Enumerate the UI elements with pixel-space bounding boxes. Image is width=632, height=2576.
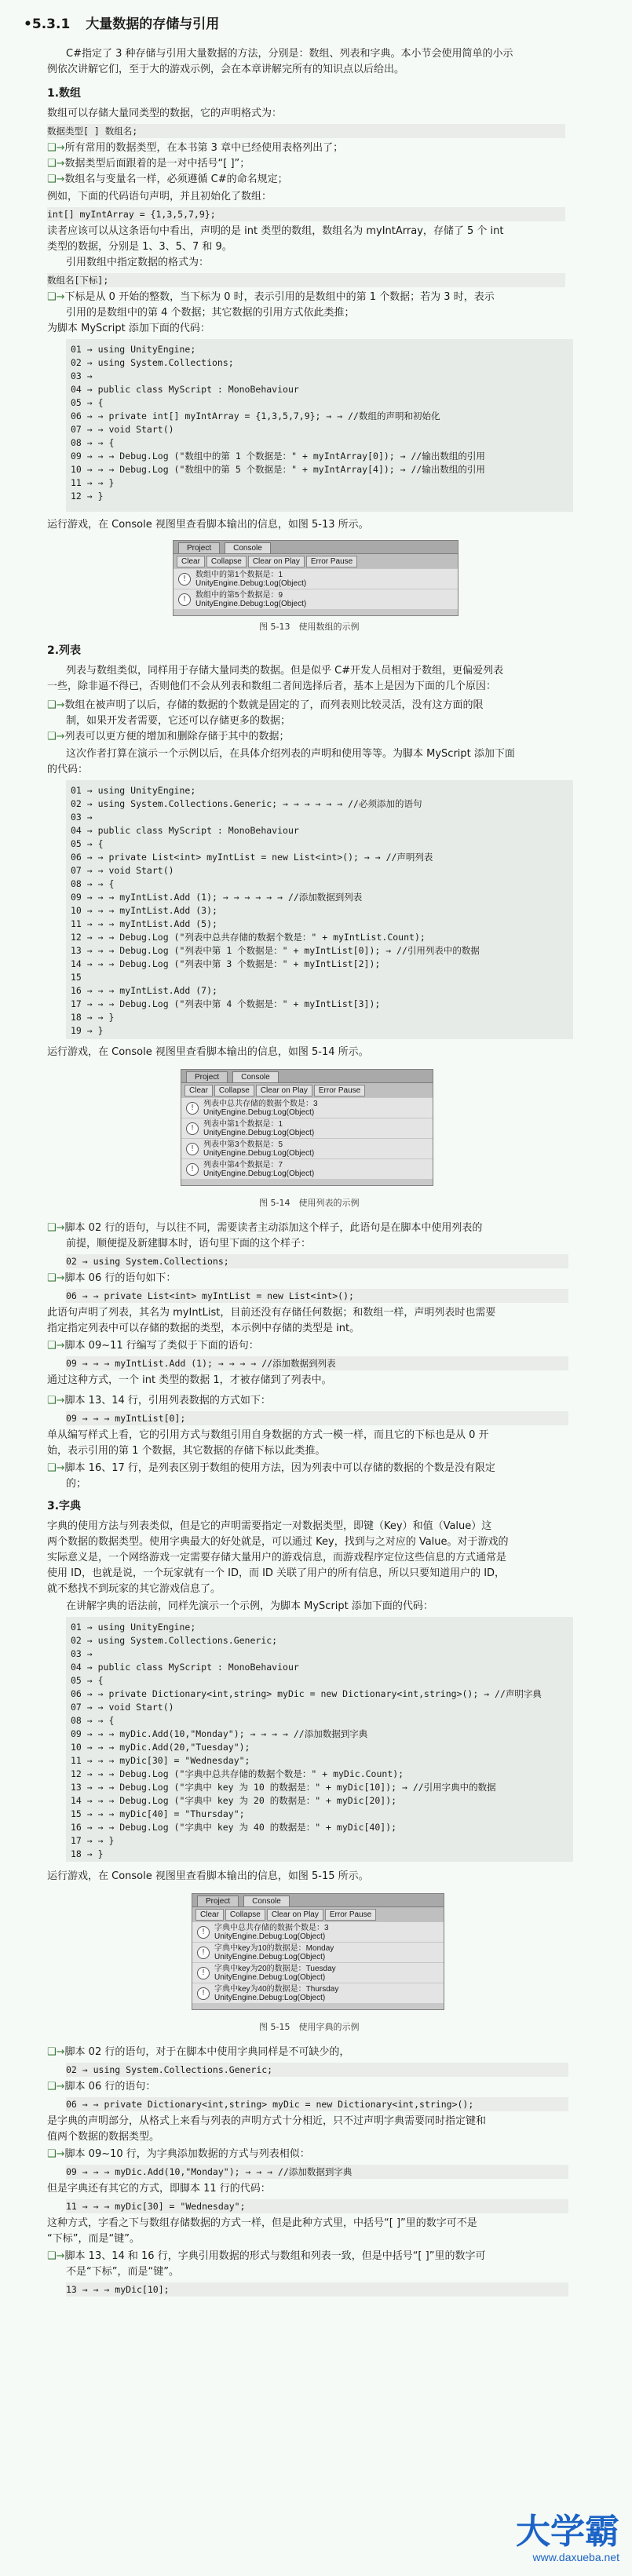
paragraph: 不是“下标”，而是“键”。 (66, 2266, 179, 2278)
code-line: 01 → using UnityEngine; (71, 344, 196, 355)
paragraph: 两个数据的数据类型。使用字典最大的好处就是，可以通过 Key，找到与之对应的 Value。对于游戏的 (47, 1536, 509, 1548)
clear-button[interactable]: Clear (195, 1909, 224, 1921)
error-pause-button[interactable]: Error Pause (306, 556, 357, 567)
bullet-item: ❑→脚本 13、14 和 16 行，字典引用数据的形式与数组和列表一致，但是中括号“[ ]”里的数字可 (47, 2250, 486, 2262)
console-toolbar (181, 1083, 433, 1097)
paragraph: 实际意义是，一个网络游戏一定需要存储大量用户的游戏信息，而游戏程序定位这些信息的方式通常是 (47, 1552, 507, 1563)
code-line: 02 → using System.Collections.Generic; (71, 1635, 278, 1646)
code-line: 04 → public class MyScript : MonoBehaviour (71, 384, 299, 395)
error-pause-button[interactable]: Error Pause (325, 1909, 376, 1921)
syntax-line: 数组名[下标]; (47, 273, 565, 287)
code-line: 09 → → → Debug.Log ("数组中的第 1 个数据是：" + myIntArray[0]); → //输出数组的引用 (71, 451, 485, 462)
paragraph: 但是字典还有其它的方式，即脚本 11 行的代码： (47, 2183, 271, 2195)
code-block-list (66, 780, 573, 1039)
paragraph: 是字典的声明部分，从格式上来看与列表的声明方式十分相近，只不过声明字典需要同时指定键和 (47, 2115, 487, 2127)
subheading-dictionary: 3.字典 (47, 1500, 82, 1512)
code-line: 08 → → { (71, 437, 115, 448)
figure-caption: 图 5-14 使用列表的示例 (259, 1198, 360, 1208)
tab-console[interactable]: Console (225, 542, 271, 553)
log-message: 列表中第4个数据是：7 (203, 1160, 283, 1169)
console-log-entry[interactable] (192, 1983, 444, 2003)
paragraph: 通过这种方式，一个 int 类型的数据 1，才被存储到了列表中。 (47, 1374, 332, 1386)
code-line: 18 → → } (71, 1012, 115, 1023)
bullet-item: ❑→脚本 06 行的语句如下： (47, 1272, 177, 1284)
code-line: 04 → public class MyScript : MonoBehaviour (71, 825, 299, 836)
console-log-entry[interactable] (174, 589, 458, 609)
code-line: 13 → → → Debug.Log ("列表中第 1 个数据是：" + myIntList[0]); → //引用列表中的数据 (71, 945, 480, 956)
code-line: 06 → → private int[] myIntArray = {1,3,5,7,9}; → → //数组的声明和初始化 (71, 410, 440, 421)
paragraph: 始，表示引用的第 1 个数据，其它数据的存储下标以此类推。 (47, 1445, 326, 1457)
tab-project[interactable]: Project (197, 1896, 239, 1906)
paragraph: 读者应该可以从这条语句中看出，声明的是 int 类型的数组，数组名为 myIntArray，存储了 5 个 int (47, 225, 504, 237)
unity-console-screenshot (181, 1069, 433, 1186)
clear-on-play-button[interactable]: Clear on Play (267, 1909, 323, 1921)
info-icon: ! (197, 1987, 210, 2000)
code-line: 06 → → private List<int> myIntList = new List<int>(); → → //声明列表 (71, 852, 433, 863)
collapse-button[interactable]: Collapse (206, 556, 247, 567)
paragraph: “下标”，而是“键”。 (47, 2233, 140, 2245)
code-line: 13 → → → Debug.Log ("字典中 key 为 10 的数据是：" + myDic[10]); → //引用字典中的数据 (71, 1782, 496, 1793)
bullet-item: ❑→脚本 16、17 行，是列表区别于数组的使用方法，因为列表中可以存储的数据的个数是没有限定 (47, 1462, 495, 1474)
console-log-entry[interactable] (181, 1118, 433, 1138)
bullet-item: ❑→数据类型后面跟着的是一对中括号“[ ]”； (47, 158, 250, 170)
code-line: int[] myIntArray = {1,3,5,7,9}; (47, 207, 565, 221)
paragraph: 字典的使用方法与列表类似，但是它的声明需要指定一对数据类型，即键（Key）和值（Value）这 (47, 1520, 492, 1532)
code-line: 06 → → private List<int> myIntList = new List<int>(); (66, 1289, 568, 1303)
info-icon: ! (186, 1102, 199, 1115)
code-line: 11 → → → myIntList.Add (5); (71, 918, 217, 929)
paragraph: 使用 ID，也就是说，一个玩家就有一个 ID，而 ID 关联了用户的所有信息，所以只要知道用户的 ID， (47, 1567, 506, 1579)
code-line: 10 → → → myDic.Add(20,"Tuesday"); (71, 1742, 250, 1753)
paragraph: 这次作者打算在演示一个示例以后，在具体介绍列表的声明和使用等等。为脚本 MyScript 添加下面 (66, 748, 515, 760)
section-title: 大量数据的存储与引用 (86, 16, 220, 32)
code-line: 09 → → → myDic.Add(10,"Monday"); → → → //添加数据到字典 (66, 2165, 568, 2179)
code-line: 14 → → → Debug.Log ("列表中第 3 个数据是：" + myIntList[2]); (71, 958, 381, 969)
code-line: 08 → → { (71, 878, 115, 889)
code-line: 12 → → → Debug.Log ("列表中总共存储的数据个数是：" + myIntList.Count); (71, 932, 426, 943)
paragraph: 例依次讲解它们，至于大的游戏示例，会在本章讲解完所有的知识点以后给出。 (47, 64, 405, 75)
paragraph: 的； (66, 1478, 87, 1490)
console-toolbar (174, 554, 458, 568)
info-icon: ! (186, 1143, 199, 1155)
info-icon: ! (197, 1967, 210, 1979)
tab-console[interactable]: Console (243, 1896, 290, 1906)
log-stacktrace: UnityEngine.Debug:Log(Object) (203, 1169, 315, 1178)
bullet-item: ❑→脚本 02 行的语句，对于在脚本中使用字典同样是不可缺少的， (47, 2046, 350, 2058)
clear-on-play-button[interactable]: Clear on Play (256, 1085, 312, 1096)
paragraph: 单从编写样式上看，它的引用方式与数组引用自身数据的方式一模一样，而且它的下标也是从 0 开 (47, 1429, 489, 1441)
code-line: 17 → → → Debug.Log ("列表中第 4 个数据是：" + myIntList[3]); (71, 998, 381, 1009)
code-line: 07 → → void Start() (71, 865, 174, 876)
console-log-entry[interactable] (192, 1921, 444, 1942)
tab-project[interactable]: Project (178, 542, 220, 553)
figure-caption: 图 5-13 使用数组的示例 (259, 622, 360, 632)
log-stacktrace: UnityEngine.Debug:Log(Object) (203, 1107, 315, 1117)
code-line: 09 → → → myIntList.Add (1); → → → → → → //添加数据到列表 (71, 892, 363, 903)
code-line: 16 → → → myIntList.Add (7); (71, 985, 217, 996)
code-line: 05 → { (71, 397, 104, 408)
figure-caption: 图 5-15 使用字典的示例 (259, 2022, 360, 2032)
paragraph: 此语句声明了列表，其名为 myIntList，目前还没有存储任何数据；和数组一样，声明列表时也需要 (47, 1307, 496, 1319)
paragraph: C#指定了 3 种存储与引用大量数据的方法，分别是：数组、列表和字典。本小节会使用简单的小示 (66, 48, 513, 60)
paragraph: 运行游戏，在 Console 视图里查看脚本输出的信息，如图 5-14 所示。 (47, 1046, 369, 1058)
code-line: 06 → → private Dictionary<int,string> myDic = new Dictionary<int,string>(); → //声明字典 (71, 1688, 542, 1699)
clear-button[interactable]: Clear (184, 1085, 213, 1096)
code-line: 09 → → → myDic.Add(10,"Monday"); → → → → //添加数据到字典 (71, 1728, 368, 1739)
paragraph: 这种方式，字看之下与数组存储数据的方式一样，但是此种方式里，中括号“[ ]”里的数字可不是 (47, 2217, 477, 2229)
code-line: 05 → { (71, 1675, 104, 1686)
paragraph: 例如，下面的代码语句声明，并且初始化了数组： (47, 191, 272, 203)
log-message: 字典中key为10的数据是：Monday (214, 1943, 334, 1953)
subheading-array: 1.数组 (47, 87, 82, 100)
code-line: 18 → } (71, 1848, 104, 1859)
watermark-logo (516, 2513, 619, 2563)
code-line: 09 → → → myIntList.Add (1); → → → → //添加数据到列表 (66, 1356, 568, 1370)
code-line: 05 → { (71, 838, 104, 849)
code-line: 04 → public class MyScript : MonoBehaviour (71, 1662, 299, 1673)
code-line: 13 → → → myDic[10]; (66, 2282, 568, 2297)
paragraph: 一些，除非逼不得已，否则他们不会从列表和数组二者间选择后者，基本上是因为下面的几个原因： (47, 680, 497, 692)
paragraph: 指定指定列表中可以存储的数据的类型，本示例中存储的类型是 int。 (47, 1323, 360, 1334)
code-line: 12 → } (71, 491, 104, 502)
log-stacktrace: UnityEngine.Debug:Log(Object) (195, 599, 307, 608)
bullet-item: ❑→脚本 13、14 行，引用列表数据的方式如下： (47, 1395, 271, 1407)
info-icon: ! (178, 593, 191, 606)
info-icon: ! (186, 1122, 199, 1135)
bullet-item: ❑→脚本 09~11 行编写了类似于下面的语句： (47, 1340, 259, 1352)
code-line: 16 → → → Debug.Log ("字典中 key 为 40 的数据是：" + myDic[40]); (71, 1822, 397, 1833)
unity-tab-bar (192, 1894, 444, 1907)
paragraph: 的代码： (47, 764, 89, 775)
log-stacktrace: UnityEngine.Debug:Log(Object) (214, 1932, 326, 1941)
unity-tab-bar (174, 541, 458, 554)
collapse-button[interactable]: Collapse (225, 1909, 265, 1921)
code-line: 01 → using UnityEngine; (71, 1622, 196, 1633)
collapse-button[interactable]: Collapse (214, 1085, 254, 1096)
unity-console-screenshot (192, 1893, 444, 2010)
info-icon: ! (178, 573, 191, 586)
code-line: 02 → using System.Collections; (66, 1254, 568, 1268)
watermark-url: www.daxueba.net (532, 2551, 619, 2563)
info-icon: ! (186, 1163, 199, 1176)
info-icon: ! (197, 1926, 210, 1939)
code-line: 06 → → private Dictionary<int,string> myDic = new Dictionary<int,string>(); (66, 2097, 568, 2111)
code-line: 15 (71, 972, 82, 983)
log-stacktrace: UnityEngine.Debug:Log(Object) (214, 1993, 326, 2002)
paragraph: 数组可以存储大量同类型的数据，它的声明格式为： (47, 108, 283, 119)
clear-button[interactable]: Clear (177, 556, 205, 567)
clear-on-play-button[interactable]: Clear on Play (248, 556, 305, 567)
log-message: 字典中key为20的数据是：Tuesday (214, 1964, 336, 1973)
log-stacktrace: UnityEngine.Debug:Log(Object) (214, 1972, 326, 1982)
log-message: 列表中第3个数据是：5 (203, 1140, 283, 1149)
paragraph: 引用的是数组中的第 4 个数据；其它数据的引用方式依此类推； (66, 307, 355, 319)
paragraph: 运行游戏，在 Console 视图里查看脚本输出的信息，如图 5-13 所示。 (47, 519, 369, 531)
code-line: 09 → → → myIntList[0]; (66, 1411, 568, 1425)
code-line: 03 → (71, 812, 93, 823)
bullet-item: ❑→脚本 02 行的语句，与以往不同，需要读者主动添加这个样子，此语句是在脚本中使用列表的 (47, 1222, 483, 1234)
bullet-item: ❑→数组名与变量名一样，必须遵循 C#的命名规定； (47, 173, 288, 185)
code-line: 03 → (71, 370, 93, 381)
paragraph: 在讲解字典的语法前，同样先演示一个示例，为脚本 MyScript 添加下面的代码： (66, 1600, 433, 1612)
log-message: 列表中总共存储的数据个数是：3 (203, 1099, 318, 1108)
log-stacktrace: UnityEngine.Debug:Log(Object) (203, 1148, 315, 1158)
console-log-entry[interactable] (192, 1962, 444, 1983)
paragraph: 运行游戏，在 Console 视图里查看脚本输出的信息，如图 5-15 所示。 (47, 1870, 369, 1882)
console-log-entry[interactable] (181, 1097, 433, 1118)
paragraph: 类型的数据，分别是 1、3、5、7 和 9。 (47, 241, 232, 253)
paragraph: 引用数组中指定数据的格式为： (66, 257, 210, 268)
tab-project[interactable]: Project (186, 1071, 228, 1082)
error-pause-button[interactable]: Error Pause (314, 1085, 365, 1096)
paragraph: 制，如果开发者需要，它还可以存储更多的数据； (66, 715, 291, 727)
syntax-line: 数据类型[ ] 数组名; (47, 124, 565, 138)
code-line: 12 → → → Debug.Log ("字典中总共存储的数据个数是：" + myDic.Count); (71, 1768, 404, 1779)
info-icon: ! (197, 1947, 210, 1959)
console-toolbar (192, 1907, 444, 1921)
code-line: 15 → → → myDic[40] = "Thursday"; (71, 1808, 245, 1819)
code-line: 01 → using UnityEngine; (71, 785, 196, 796)
log-message: 列表中第1个数据是：1 (203, 1119, 283, 1129)
log-message: 数组中的第5个数据是：9 (195, 590, 283, 600)
unity-tab-bar (181, 1070, 433, 1083)
tab-console[interactable]: Console (232, 1071, 279, 1082)
code-line: 17 → → } (71, 1835, 115, 1846)
code-block-array (66, 339, 573, 512)
log-message: 数组中的第1个数据是：1 (195, 570, 283, 579)
bullet-item: ❑→下标是从 0 开始的整数，当下标为 0 时，表示引用的是数组中的第 1 个数据；若为 3 时，表示 (47, 291, 495, 303)
code-line: 11 → → → myDic[30] = "Wednesday"; (71, 1755, 250, 1766)
section-heading (24, 17, 219, 31)
bullet-item: ❑→数组在被声明了以后，存储的数据的个数就是固定的了，而列表则比较灵活，没有这方面的限 (47, 699, 484, 711)
bullet-item: ❑→脚本 06 行的语句： (47, 2081, 156, 2093)
code-line: 07 → → void Start() (71, 1702, 174, 1713)
code-line: 03 → (71, 1648, 93, 1659)
code-line: 07 → → void Start() (71, 424, 174, 435)
code-line: 02 → using System.Collections.Generic; → → → → → → //必须添加的语句 (71, 798, 422, 809)
code-line: 14 → → → Debug.Log ("字典中 key 为 20 的数据是：" + myDic[20]); (71, 1795, 397, 1806)
code-line: 02 → using System.Collections.Generic; (66, 2063, 568, 2077)
code-line: 11 → → } (71, 477, 115, 488)
log-message: 字典中key为40的数据是：Thursday (214, 1984, 339, 1994)
paragraph: 列表与数组类似，同样用于存储大量同类的数据。但是似乎 C#开发人员相对于数组，更偏爱列表 (66, 665, 504, 677)
console-log-entry[interactable] (181, 1138, 433, 1158)
watermark-brand: 大学霸 (516, 2512, 619, 2552)
code-line: 10 → → → Debug.Log ("数组中的第 5 个数据是：" + myIntArray[4]); → //输出数组的引用 (71, 464, 485, 475)
log-stacktrace: UnityEngine.Debug:Log(Object) (195, 578, 307, 588)
subheading-list: 2.列表 (47, 644, 82, 657)
log-message: 字典中总共存储的数据个数是：3 (214, 1923, 329, 1932)
section-number: •5.3.1 (24, 16, 71, 32)
log-stacktrace: UnityEngine.Debug:Log(Object) (203, 1128, 315, 1137)
paragraph: 就不愁找不到玩家的其它游戏信息了。 (47, 1583, 221, 1595)
console-log-entry[interactable] (174, 568, 458, 589)
code-block-dictionary (66, 1617, 573, 1862)
console-log-entry[interactable] (181, 1158, 433, 1179)
bullet-item: ❑→列表可以更方便的增加和删除存储于其中的数据； (47, 731, 290, 743)
paragraph: 值两个数据的数据类型。 (47, 2131, 160, 2143)
log-stacktrace: UnityEngine.Debug:Log(Object) (214, 1952, 326, 1961)
code-line: 11 → → → myDic[30] = "Wednesday"; (66, 2199, 568, 2213)
code-line: 08 → → { (71, 1715, 115, 1726)
paragraph: 为脚本 MyScript 添加下面的代码： (47, 323, 210, 334)
code-line: 10 → → → myIntList.Add (3); (71, 905, 217, 916)
bullet-item: ❑→脚本 09~10 行，为字典添加数据的方式与列表相似： (47, 2148, 310, 2160)
code-line: 19 → } (71, 1025, 104, 1036)
unity-console-screenshot (173, 540, 458, 616)
code-line: 02 → using System.Collections; (71, 357, 234, 368)
paragraph: 前提，顺便提及新建脚本时，语句里下面的这个样子： (66, 1238, 312, 1250)
bullet-item: ❑→所有常用的数据类型，在本书第 3 章中已经使用表格列出了； (47, 142, 344, 154)
console-log-entry[interactable] (192, 1942, 444, 1962)
